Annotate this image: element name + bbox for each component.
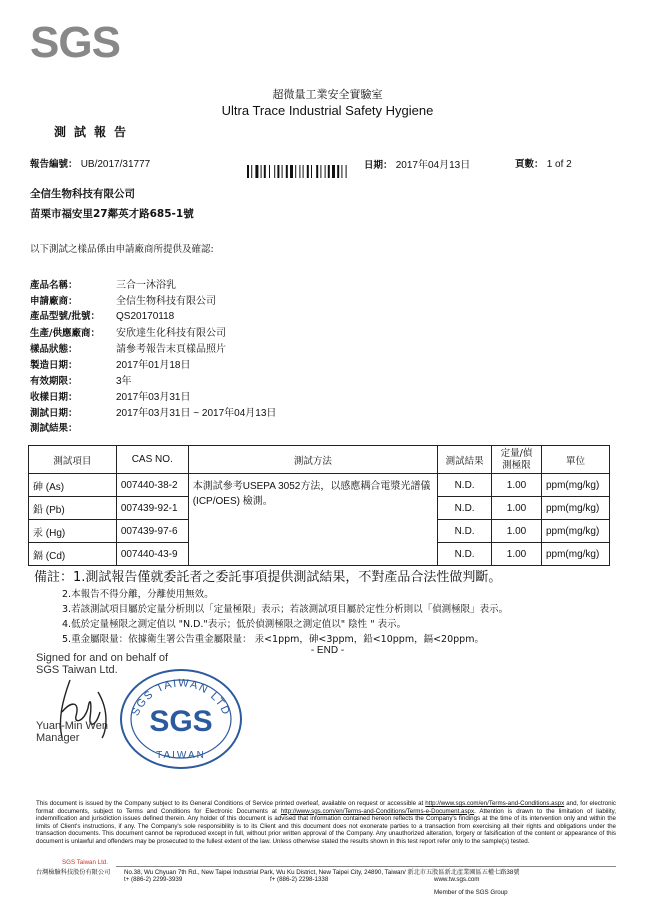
sample-field-value: 2017年01月18日 [116,360,191,371]
sample-field-value: QS20170118 [116,311,175,322]
sample-field-label: 收樣日期： [30,392,78,403]
footer-disclaimer [36,800,616,846]
footer-company-cn: 台灣檢驗科技股份有限公司 [36,869,111,876]
cell-limit: 1.00 [492,497,542,520]
sample-field-value: 3年 [116,376,132,387]
intro-text: 以下測試之樣品係由申請廠商所提供及確認: [30,244,214,255]
cell-limit: 1.00 [492,520,542,543]
signer-title: Manager [36,732,80,744]
stamp-bottom-text: TAIWAN [156,750,206,761]
cell-unit: ppm(mg/kg) [541,520,609,543]
sample-field-value: 請參考報告末頁樣品照片 [116,344,226,355]
cell-test-item: 砷 (As) [29,474,117,497]
cell-test-result: N.D. [438,543,492,566]
cell-test-item: 汞 (Hg) [29,520,117,543]
footer-tel: t+ (886-2) 2299-3939 [124,876,183,883]
sample-field-value: 2017年03月31日 [116,392,191,403]
cell-test-result: N.D. [438,474,492,497]
note-lead: 備註：1.測試報告僅就委託者之委託事項提供測試結果，不對產品合法性做判斷。 [34,570,502,585]
client-address: 苗栗市福安里27鄰英才路685-1號 [30,208,194,220]
report-title: 測試報告 [54,125,135,139]
cell-limit: 1.00 [492,543,542,566]
sample-field-label: 有效期限： [30,376,78,387]
disclaimer-part: . Attention is drawn to the limitation of liability, indemnification and jurisdiction issues defined therein. Any holder of this document is advised that information contained hereon reflects the Company's findings at the time of its intervention only and within the limits of Client's instructions, if any. The Company's sole responsibility is to its Client and this document does not exonerate parties to a transaction from exercising all their rights and obligations under the transaction documents. This document cannot be reproduced except in full, without prior written approval of the Company. Any unauthorized alteration, forgery or falsification of the content or appearance of this document is unlawful and offenders may be prosecuted to the fullest extent of the law. Unless otherwise stated the results shown in this test report refer only to the sample(s) tested. [36,807,616,845]
report-page-label: 頁數： [515,159,544,170]
cell-cas-no: 007440-43-9 [116,543,188,566]
cell-cas-no: 007440-38-2 [116,474,188,497]
stamp-top-text: SGS TAIWAN LTD [129,677,233,718]
sample-field [30,308,174,322]
lab-name-cn: 超微量工業安全實驗室 [272,88,383,101]
client-name: 全信生物科技有限公司 [30,188,135,200]
cell-unit: ppm(mg/kg) [541,543,609,566]
report-number-label: 報告編號： [30,159,78,170]
sample-field-label: 樣品狀態： [30,344,78,355]
header-test-method: 測試方法 [188,446,437,474]
footer-fax: f+ (886-2) 2298-1338 [270,876,329,883]
sample-field-label: 產品型號/批號： [30,311,100,322]
sample-field [30,292,216,307]
report-date [364,156,470,171]
sample-field [30,372,132,387]
stamp-center-text: SGS [149,705,213,738]
sample-field-value: 安欣達生化科技有限公司 [116,328,226,339]
sgs-taiwan-stamp [118,665,244,769]
sample-field [30,420,116,434]
header-test-item: 測試項目 [29,446,117,474]
sample-field-value: 全信生物科技有限公司 [116,296,216,307]
sample-field-value: 2017年03月31日 ~ 2017年04月13日 [116,408,277,419]
cell-cas-no: 007439-92-1 [116,497,188,520]
sample-field-label: 測試日期： [30,408,78,419]
cell-unit: ppm(mg/kg) [541,497,609,520]
sgs-logo [30,20,122,66]
sample-field [30,276,176,291]
footer-web: www.tw.sgs.com [434,876,480,883]
report-number [30,156,150,170]
report-page-value: 1 of 2 [546,159,572,170]
disclaimer-part: This document is issued by the Company subject to its General Conditions of Service printed overleaf, available on request or accessible at [36,800,426,807]
cell-cas-no: 007439-97-6 [116,520,188,543]
sgs-logo-text: SGS [30,18,120,67]
cell-test-method: 本測試參考USEPA 3052方法，以感應耦合電漿光譜儀(ICP/OES) 檢測。 [188,474,437,566]
header-unit: 單位 [541,446,609,474]
header-test-result: 測試結果 [438,446,492,474]
cell-unit: ppm(mg/kg) [541,474,609,497]
end-marker: - END - [310,645,345,656]
signed-company: SGS Taiwan Ltd. [36,664,118,676]
report-date-value: 2017年04月13日 [395,160,471,171]
sample-field-label: 製造日期： [30,360,78,371]
note-item: 4.低於定量極限之測定值以 "N.D."表示；低於偵測極限之測定值以" 陰性 " 表示。 [62,619,407,630]
footer-member: Member of the SGS Group [434,889,508,896]
sample-field [30,404,276,419]
sample-field-label: 生產/供應廠商： [30,328,100,339]
cell-test-result: N.D. [438,520,492,543]
results-table [28,445,610,566]
sample-field [30,388,191,403]
note-item: 2.本報告不得分離，分離使用無效。 [62,589,214,600]
report-date-label: 日期： [364,160,393,171]
sample-field-label: 測試結果： [30,423,78,434]
header-limit: 定量/偵測極限 [492,446,542,474]
footer-address: No.38, Wu Chyuan 7th Rd., New Taipei Industrial Park, Wu Ku District, New Taipei City, 24890, Taiwan/ 新北市五股區新北產業園區五權七路38號 [124,869,520,876]
signer-name: Yuan-Min Wen [36,720,108,732]
e-document-terms-link[interactable]: http://www.sgs.com/en/Terms-and-Conditions/Terms-e-Document.aspx [280,807,475,815]
sample-field [30,324,226,339]
report-number-value: UB/2017/31777 [80,159,151,170]
cell-limit: 1.00 [492,474,542,497]
sample-field [30,356,191,371]
cell-test-result: N.D. [438,497,492,520]
header-cas-no: CAS NO. [116,446,188,474]
sample-field-label: 產品名稱： [30,280,78,291]
note-item: 5.重金屬限量：依據衛生署公告重金屬限量： 汞<1ppm，砷<3ppm，鉛<10ppm，鎘<20ppm。 [62,634,484,645]
footer-company-en: SGS Taiwan Ltd. [62,859,108,866]
sample-field [30,340,226,355]
sample-field-label: 申請廠商： [30,296,78,307]
table-row [29,474,610,497]
sample-field-value: 三合一沐浴乳 [116,280,176,291]
terms-link[interactable]: http://www.sgs.com/en/Terms-and-Conditions.aspx [425,800,565,807]
barcode [247,165,371,178]
table-header-row [29,446,610,474]
cell-test-item: 鉛 (Pb) [29,497,117,520]
cell-test-item: 鎘 (Cd) [29,543,117,566]
note-item: 3.若該測試項目屬於定量分析則以「定量極限」表示；若該測試項目屬於定性分析則以「偵測極限」表示。 [62,604,509,615]
lab-name-en: Ultra Trace Industrial Safety Hygiene [221,103,434,118]
disclaimer-part: and, for electronic format documents, subject to Terms and Conditions for Electronic Documents at [36,800,617,815]
signed-for: Signed for and on behalf of [36,652,169,664]
report-page [515,156,572,170]
